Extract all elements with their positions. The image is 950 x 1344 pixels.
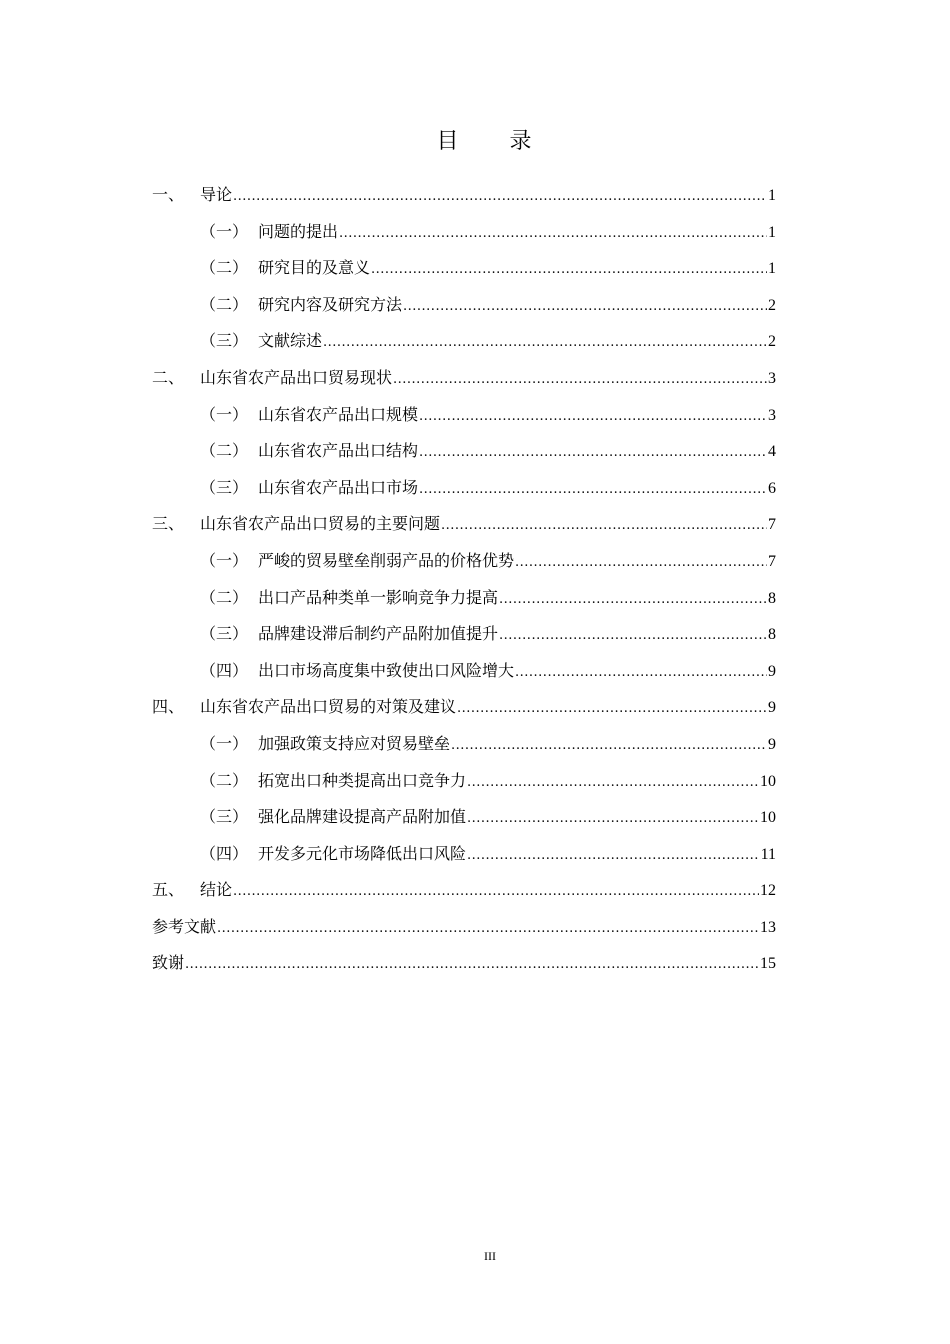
toc-entry-number: （二）: [200, 770, 249, 790]
dot-leader: [419, 409, 767, 424]
dot-leader: [419, 482, 767, 497]
toc-entry-page: 1: [768, 223, 776, 241]
toc-entry-title: 品牌建设滞后制约产品附加值提升: [258, 624, 499, 644]
toc-entry-title: 山东省农产品出口贸易现状: [200, 367, 393, 387]
toc-entry[interactable]: [152, 219, 776, 256]
toc-entry-number: （三）: [200, 624, 249, 644]
dot-leader: [371, 262, 767, 277]
toc-entry[interactable]: [152, 328, 776, 365]
toc-entry[interactable]: [152, 731, 776, 768]
toc-entry-page: 1: [768, 187, 776, 204]
toc-entry[interactable]: [152, 694, 776, 731]
toc-entry-page: 6: [768, 479, 776, 497]
page-title: 目 录: [436, 129, 554, 154]
toc-entry-title: 山东省农产品出口贸易的对策及建议: [200, 697, 457, 717]
toc-entry-title: 开发多元化市场降低出口风险: [258, 843, 467, 863]
toc-entry-page: 2: [768, 333, 776, 351]
toc-entry-title: 致谢: [152, 953, 185, 973]
toc-entry-number: （四）: [200, 843, 249, 863]
toc-entry[interactable]: [152, 658, 776, 695]
dot-leader: [457, 701, 767, 716]
toc-entry[interactable]: [152, 804, 776, 841]
toc-entry-number: （一）: [200, 550, 249, 570]
toc-entry-title: 出口产品种类单一影响竞争力提高: [258, 587, 499, 607]
toc-entry-page: 3: [768, 406, 776, 424]
toc-entry[interactable]: [152, 438, 776, 475]
toc-entry-page: 11: [760, 845, 776, 863]
toc-entry-title: 结论: [200, 880, 233, 900]
toc-entry-title: 强化品牌建设提高产品附加值: [258, 807, 467, 827]
toc-entry[interactable]: [152, 621, 776, 658]
toc-entry-page: 12: [760, 882, 776, 900]
toc-entry-title: 导论: [200, 185, 233, 204]
toc-entry[interactable]: [152, 950, 776, 987]
toc-entry-title: 研究内容及研究方法: [258, 294, 403, 314]
toc-entry-page: 4: [768, 443, 776, 461]
toc-entry-number: （二）: [200, 441, 249, 461]
dot-leader: [451, 738, 767, 753]
toc-entry-number: （三）: [200, 807, 249, 827]
dot-leader: [393, 372, 767, 387]
dot-leader: [467, 848, 760, 863]
dot-leader: [515, 665, 767, 680]
dot-leader: [467, 775, 759, 790]
dot-leader: [339, 226, 767, 241]
toc-entry-title: 加强政策支持应对贸易壁垒: [258, 733, 451, 753]
toc-entry-number: （一）: [200, 733, 249, 753]
toc-entry-number: （一）: [200, 221, 249, 241]
toc-entry[interactable]: [152, 768, 776, 805]
toc-entry-title: 研究目的及意义: [258, 258, 371, 278]
toc-entry-page: 7: [768, 516, 776, 534]
dot-leader: [403, 299, 767, 314]
toc-entry[interactable]: [152, 548, 776, 585]
toc-entry-page: 1: [768, 260, 776, 278]
toc-entry-number: 二、: [152, 367, 185, 387]
toc-entry-page: 10: [760, 772, 776, 790]
toc-entry-title: 文献综述: [258, 331, 323, 351]
dot-leader: [467, 811, 759, 826]
dot-leader: [185, 957, 759, 972]
toc-entry-page: 9: [768, 735, 776, 753]
toc-entry-page: 15: [760, 955, 776, 973]
toc-entry-title: 山东省农产品出口市场: [258, 477, 419, 497]
toc-entry-page: 8: [768, 626, 776, 644]
toc-entry-page: 2: [768, 296, 776, 314]
toc-entry-number: （二）: [200, 294, 249, 314]
toc-entry-page: 8: [768, 589, 776, 607]
toc-entry-title: 问题的提出: [258, 221, 339, 241]
dot-leader: [441, 518, 767, 533]
toc-entry-number: （二）: [200, 587, 249, 607]
toc-entry-number: 三、: [152, 514, 185, 534]
toc-entry-title: 出口市场高度集中致使出口风险增大: [258, 660, 515, 680]
toc-entry[interactable]: [152, 365, 776, 402]
dot-leader: [323, 335, 767, 350]
toc-entry[interactable]: [152, 402, 776, 439]
toc-entry[interactable]: [152, 585, 776, 622]
toc-entry-page: 9: [768, 699, 776, 717]
dot-leader: [515, 555, 767, 570]
toc-entry[interactable]: [152, 475, 776, 512]
toc-entry-page: 7: [768, 552, 776, 570]
dot-leader: [499, 628, 767, 643]
toc-entry[interactable]: [152, 511, 776, 548]
dot-leader: [233, 884, 759, 899]
dot-leader: [217, 921, 759, 936]
page-number-footer: III: [484, 1249, 496, 1263]
toc-entry-title: 拓宽出口种类提高出口竞争力: [258, 770, 467, 790]
toc-entry-title: 山东省农产品出口规模: [258, 404, 419, 424]
toc-entry[interactable]: [152, 841, 776, 878]
toc-entry-title: 山东省农产品出口结构: [258, 441, 419, 461]
toc-entry[interactable]: [152, 255, 776, 292]
toc-entry[interactable]: [152, 914, 776, 951]
toc-entry[interactable]: [152, 877, 776, 914]
dot-leader: [499, 592, 767, 607]
toc-entry-number: 一、: [152, 185, 185, 204]
toc-entry-number: （二）: [200, 258, 249, 278]
toc-entry-number: 四、: [152, 697, 185, 717]
toc-entry-page: 13: [760, 918, 776, 936]
dot-leader: [419, 445, 767, 460]
toc-entry-title: 山东省农产品出口贸易的主要问题: [200, 514, 441, 534]
toc-entry-number: 五、: [152, 880, 185, 900]
toc-entry-number: （四）: [200, 660, 249, 680]
toc-entry-title: 严峻的贸易壁垒削弱产品的价格优势: [258, 550, 515, 570]
toc-entry-number: （一）: [200, 404, 249, 424]
toc-entry-title: 参考文献: [152, 916, 217, 936]
toc-entry-page: 10: [760, 809, 776, 827]
toc-entry[interactable]: [152, 292, 776, 329]
toc-entry-page: 3: [768, 369, 776, 387]
toc-entry-number: （三）: [200, 477, 249, 497]
toc-entry[interactable]: [152, 182, 776, 219]
table-of-contents: [152, 182, 776, 987]
toc-entry-number: （三）: [200, 331, 249, 351]
toc-entry-page: 9: [768, 662, 776, 680]
dot-leader: [233, 189, 767, 204]
